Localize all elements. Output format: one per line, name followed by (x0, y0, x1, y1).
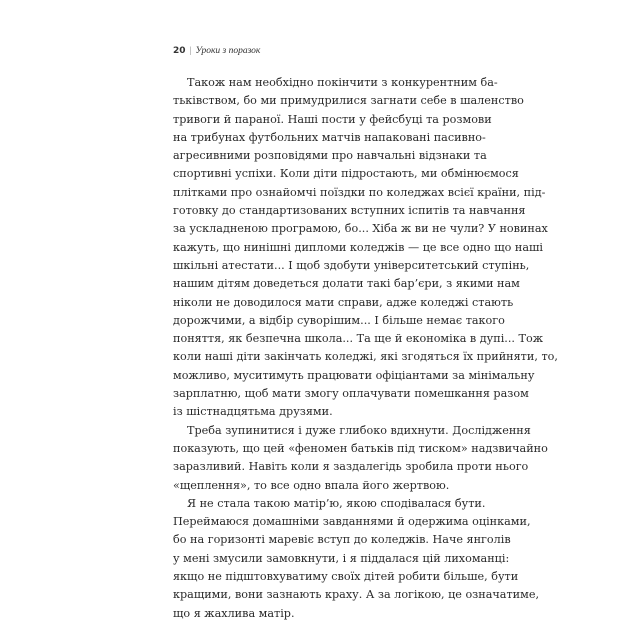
text-line: на трибунах футбольних матчів напаковані пасивно- (173, 130, 486, 144)
text-line: бо на горизонті маревіє вступ до коледжів. Наче янголів (173, 533, 511, 547)
paragraph (173, 422, 548, 495)
text-line: у мені змусили замовкнути, і я піддалася цій лихоманці: (173, 551, 510, 565)
book-page (173, 44, 558, 623)
text-line: тьківством, бо ми примудрилися загнати себе в шаленство (173, 94, 524, 108)
text-line: Я не стала такою матір’ю, якою сподівалася бути. (187, 496, 486, 510)
text-line: нашим дітям доведеться долати такі бар’єри, з якими нам (173, 277, 520, 291)
text-line: плітками про ознайомчі поїздки по коледжах всієї країни, під- (173, 185, 546, 199)
text-line: за ускладненою програмою, бо... Хіба ж ви не чули? У новинах (173, 222, 548, 236)
text-line: «щеплення», то все одно впала його жертвою. (173, 478, 450, 492)
text-line: показують, що цей «феномен батьків під тиском» надзвичайно (173, 441, 548, 455)
text-line: Переймаюся домашніми завданнями й одержима оцінками, (173, 515, 531, 529)
text-line: із шістнадцятьма друзями. (173, 405, 333, 419)
text-line: кажуть, що нинішні дипломи коледжів — це все одно що наші (173, 240, 544, 254)
text-line: коли наші діти закінчать коледжі, які згодяться їх прийняти, то, (173, 350, 558, 364)
text-line: кращими, вони зазнають краху. А за логікою, це означатиме, (173, 588, 540, 602)
paragraph (173, 495, 540, 623)
text-line: зарплатню, щоб мати змогу оплачувати помешкання разом (173, 387, 529, 401)
text-line: шкільні атестати... І щоб здобути університетський ступінь, (173, 258, 530, 272)
text-line: заразливий. Навіть коли я заздалегідь зробила проти нього (173, 460, 529, 474)
text-line: дорожчими, а відбір суворішим... І більше немає такого (173, 313, 505, 327)
text-line: що я жахлива матір. (173, 606, 295, 620)
text-line: готовку до стандартизованих вступних іспитів та навчання (173, 204, 526, 218)
running-header (173, 44, 465, 58)
running-title: Уроки з поразок (195, 46, 261, 56)
page-number: 20 (173, 46, 186, 56)
paragraph (173, 74, 558, 422)
text-line: поняття, як безпечна школа... Та ще й економіка в дупі... Тож (173, 332, 543, 346)
text-line: Також нам необхідно покінчити з конкурентним ба- (187, 76, 498, 89)
page-body (173, 74, 558, 623)
text-line: агресивними розповідями про навчальні відзнаки та (173, 149, 487, 163)
text-line: тривоги й параної. Наші пости у фейсбуці та розмови (173, 112, 492, 126)
text-line: якщо не підштовхуватиму своїх дітей робити більше, бути (173, 570, 519, 584)
text-line: Треба зупинитися і дуже глибоко вдихнути. Дослідження (187, 423, 531, 437)
text-line: спортивні успіхи. Коли діти підростають, ми обмінюємося (173, 167, 519, 181)
header-separator: | (189, 46, 192, 56)
text-line: можливо, муситимуть працювати офіціантами за мінімальну (173, 368, 535, 382)
text-line: ніколи не доводилося мати справи, адже коледжі стають (173, 295, 514, 309)
